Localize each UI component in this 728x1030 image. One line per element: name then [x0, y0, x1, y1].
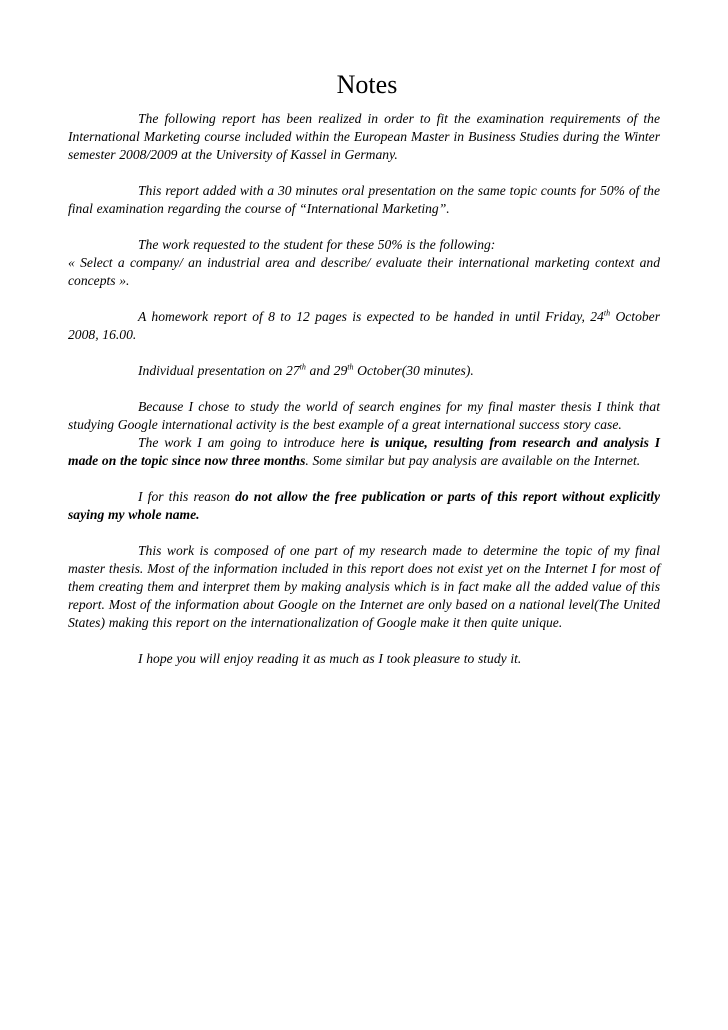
paragraph-closing — [68, 650, 660, 668]
page-title: Notes — [336, 70, 398, 99]
presentation-text-3: October(30 minutes). — [353, 363, 474, 378]
paragraph-weighting-text: This report added with a 30 minutes oral presentation on the same topic counts for 50% of the final examination regarding the course of “International Marketing”. — [68, 183, 660, 216]
uniqueness-bold: is unique, resulting from research and analysis I made on the topic since now three months — [68, 435, 660, 468]
document-page — [68, 70, 660, 668]
paragraph-presentation — [68, 362, 660, 380]
presentation-ordinal-2: th — [347, 362, 354, 372]
rights-text-before: I for this reason — [138, 489, 236, 504]
paragraph-assignment — [68, 236, 660, 290]
paragraph-composition — [68, 542, 660, 632]
deadline-text: A homework report of 8 to 12 pages is expected to be handed in until Friday, 24 — [138, 309, 604, 324]
paragraph-rights — [68, 488, 660, 524]
assignment-quote: « Select a company/ an industrial area and describe/ evaluate their international marketing context and concepts ». — [68, 255, 660, 288]
presentation-text-2: and 29 — [305, 363, 348, 378]
paragraph-motivation-text: Because I chose to study the world of search engines for my final master thesis I think that studying Google international activity is the best example of a great international success story case. — [68, 399, 660, 432]
deadline-ordinal: th — [603, 308, 611, 318]
presentation-text-1: Individual presentation on 27 — [138, 363, 300, 378]
uniqueness-text-after: . Some similar but pay analysis are available on the Internet. — [305, 453, 641, 468]
paragraph-purpose-text: The following report has been realized in order to fit the examination requirements of the International Marketing course included within the European Master in Business Studies during the Winter semester 2008/2009 at the University of Kassel in Germany. — [68, 111, 660, 162]
paragraph-motivation — [68, 398, 660, 434]
paragraph-uniqueness — [68, 434, 660, 470]
presentation-ordinal-1: th — [299, 362, 306, 372]
paragraph-composition-text: This work is composed of one part of my research made to determine the topic of my final master thesis. Most of the information included in this report does not exist yet on the Internet I for most of them creating them and interpret them by making analysis which is in fact make all the added value of this report. Most of the information about Google on the Internet are only based on a national level(The United States) making this report on the internationalization of Google make it then quite unique. — [68, 543, 660, 630]
paragraph-deadline — [68, 308, 660, 344]
deadline-date: October 2008, 16.00. — [68, 309, 660, 342]
uniqueness-text-before: The work I am going to introduce here — [138, 435, 371, 450]
rights-bold: do not allow the free publication or parts of this report without explicitly saying my whole name. — [68, 489, 660, 522]
paragraph-purpose — [68, 110, 660, 164]
paragraph-closing-text: I hope you will enjoy reading it as much as I took pleasure to study it. — [138, 651, 522, 666]
paragraph-assignment-intro: The work requested to the student for these 50% is the following: — [138, 237, 496, 252]
paragraph-weighting — [68, 182, 660, 218]
